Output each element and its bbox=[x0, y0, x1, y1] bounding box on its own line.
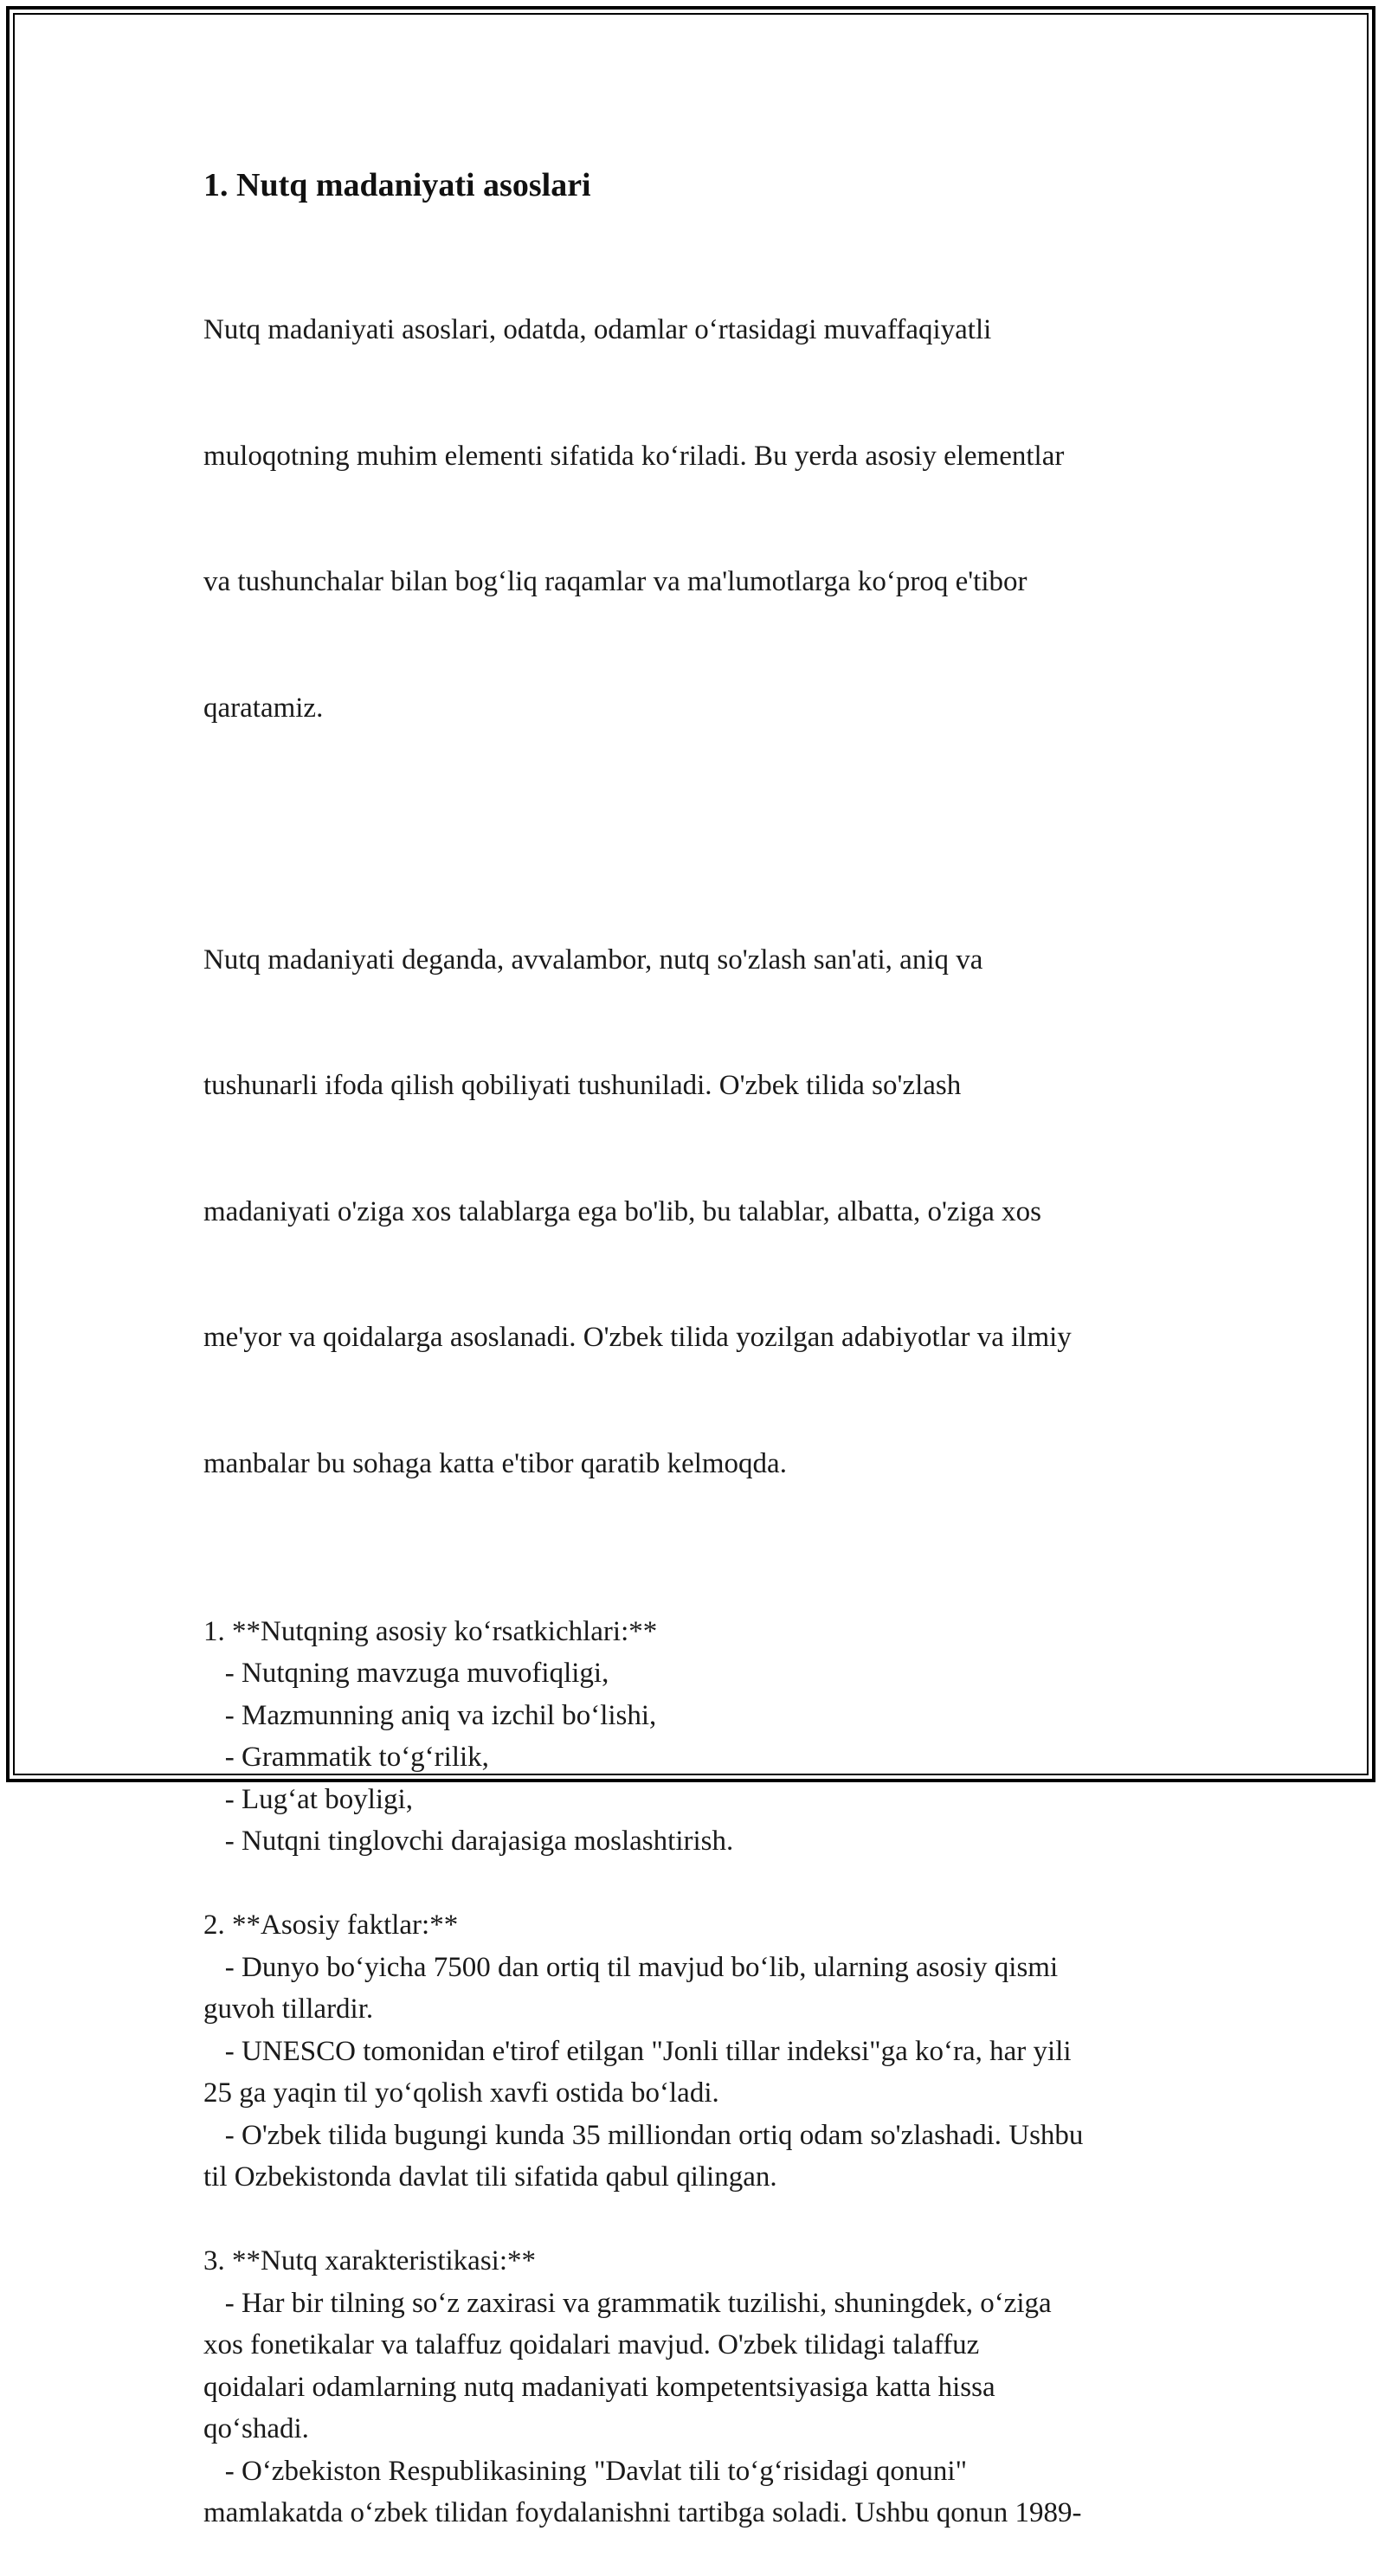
section-speech-indicators bbox=[203, 1611, 1208, 1863]
text-line: til Ozbekistonda davlat tili sifatida qabul qilingan. bbox=[203, 2161, 777, 2193]
text-line: qaratamiz. bbox=[203, 692, 324, 724]
text-line: tushunarli ifoda qilish qobiliyati tushuniladi. O'zbek tilida so'zlash bbox=[203, 1070, 962, 1101]
text-line: va tushunchalar bilan bog‘liq raqamlar va ma'lumotlarga ko‘proq e'tibor bbox=[203, 566, 1027, 597]
list-item: - Lug‘at boyligi, bbox=[203, 1783, 413, 1815]
text-line: manbalar bu sohaga katta e'tibor qaratib kelmoqda. bbox=[203, 1447, 787, 1479]
list-heading: 1. **Nutqning asosiy ko‘rsatkichlari:** bbox=[203, 1615, 658, 1647]
list-item: - O'zbek tilida bugungi kunda 35 milliondan ortiq odam so'zlashadi. Ushbu bbox=[203, 2119, 1084, 2151]
text-line: Nutq madaniyati deganda, avvalambor, nutq so'zlash san'ati, aniq va bbox=[203, 943, 983, 976]
list-item: - Dunyo bo‘yicha 7500 dan ortiq til mavjud bo‘lib, ularning asosiy qismi bbox=[203, 1951, 1059, 1983]
text-line: 25 ga yaqin til yo‘qolish xavfi ostida bo‘ladi. bbox=[203, 2077, 719, 2109]
text-line: madaniyati o'ziga xos talablarga ega bo'lib, bu talablar, albatta, o'ziga xos bbox=[203, 1195, 1041, 1227]
list-heading: 2. **Asosiy faktlar:** bbox=[203, 1909, 459, 1941]
text-line: Nutq madaniyati asoslari, odatda, odamlar o‘rtasidagi muvaffaqiyatli bbox=[203, 314, 992, 345]
list-item: - Grammatik to‘g‘rilik, bbox=[203, 1742, 489, 1773]
text-line: qo‘shadi. bbox=[203, 2413, 309, 2444]
section-speech-characteristics bbox=[203, 2240, 1208, 2534]
text-line: qoidalari odamlarning nutq madaniyati kompetentsiyasiga katta hissa bbox=[203, 2371, 995, 2403]
text-line: xos fonetikalar va talaffuz qoidalari mavjud. O'zbek tilidagi talaffuz bbox=[203, 2329, 980, 2360]
section-heading: 1. Nutq madaniyati asoslari bbox=[203, 167, 591, 203]
section-key-facts bbox=[203, 1904, 1208, 2199]
list-item: - O‘zbekiston Respublikasining "Davlat tili to‘g‘risidagi qonuni" bbox=[203, 2455, 968, 2487]
text-line: me'yor va qoidalarga asoslanadi. O'zbek tilida yozilgan adabiyotlar va ilmiy bbox=[203, 1322, 1072, 1353]
text-line: muloqotning muhim elementi sifatida ko‘riladi. Bu yerda asosiy elementlar bbox=[203, 440, 1065, 472]
list-item: - Har bir tilning so‘z zaxirasi va grammatik tuzilishi, shuningdek, o‘ziga bbox=[203, 2287, 1052, 2319]
list-item: - Nutqni tinglovchi darajasiga moslashtirish. bbox=[203, 1826, 734, 1857]
list-item: - Nutqning mavzuga muvofiqligi, bbox=[203, 1658, 609, 1689]
document-body bbox=[203, 161, 1208, 2576]
list-item: - UNESCO tomonidan e'tirof etilgan "Jonli tillar indeksi"ga ko‘ra, har yili bbox=[203, 2035, 1072, 2067]
list-heading: 3. **Nutq xarakteristikasi:** bbox=[203, 2245, 537, 2277]
text-line: mamlakatda o‘zbek tilidan foydalanishni tartibga soladi. Ushbu qonun 1989- bbox=[203, 2497, 1082, 2528]
text-line: guvoh tillardir. bbox=[203, 1993, 374, 2025]
intro-paragraph bbox=[203, 225, 1208, 813]
definition-paragraph bbox=[203, 855, 1208, 1569]
list-item: - Mazmunning aniq va izchil bo‘lishi, bbox=[203, 1699, 657, 1731]
